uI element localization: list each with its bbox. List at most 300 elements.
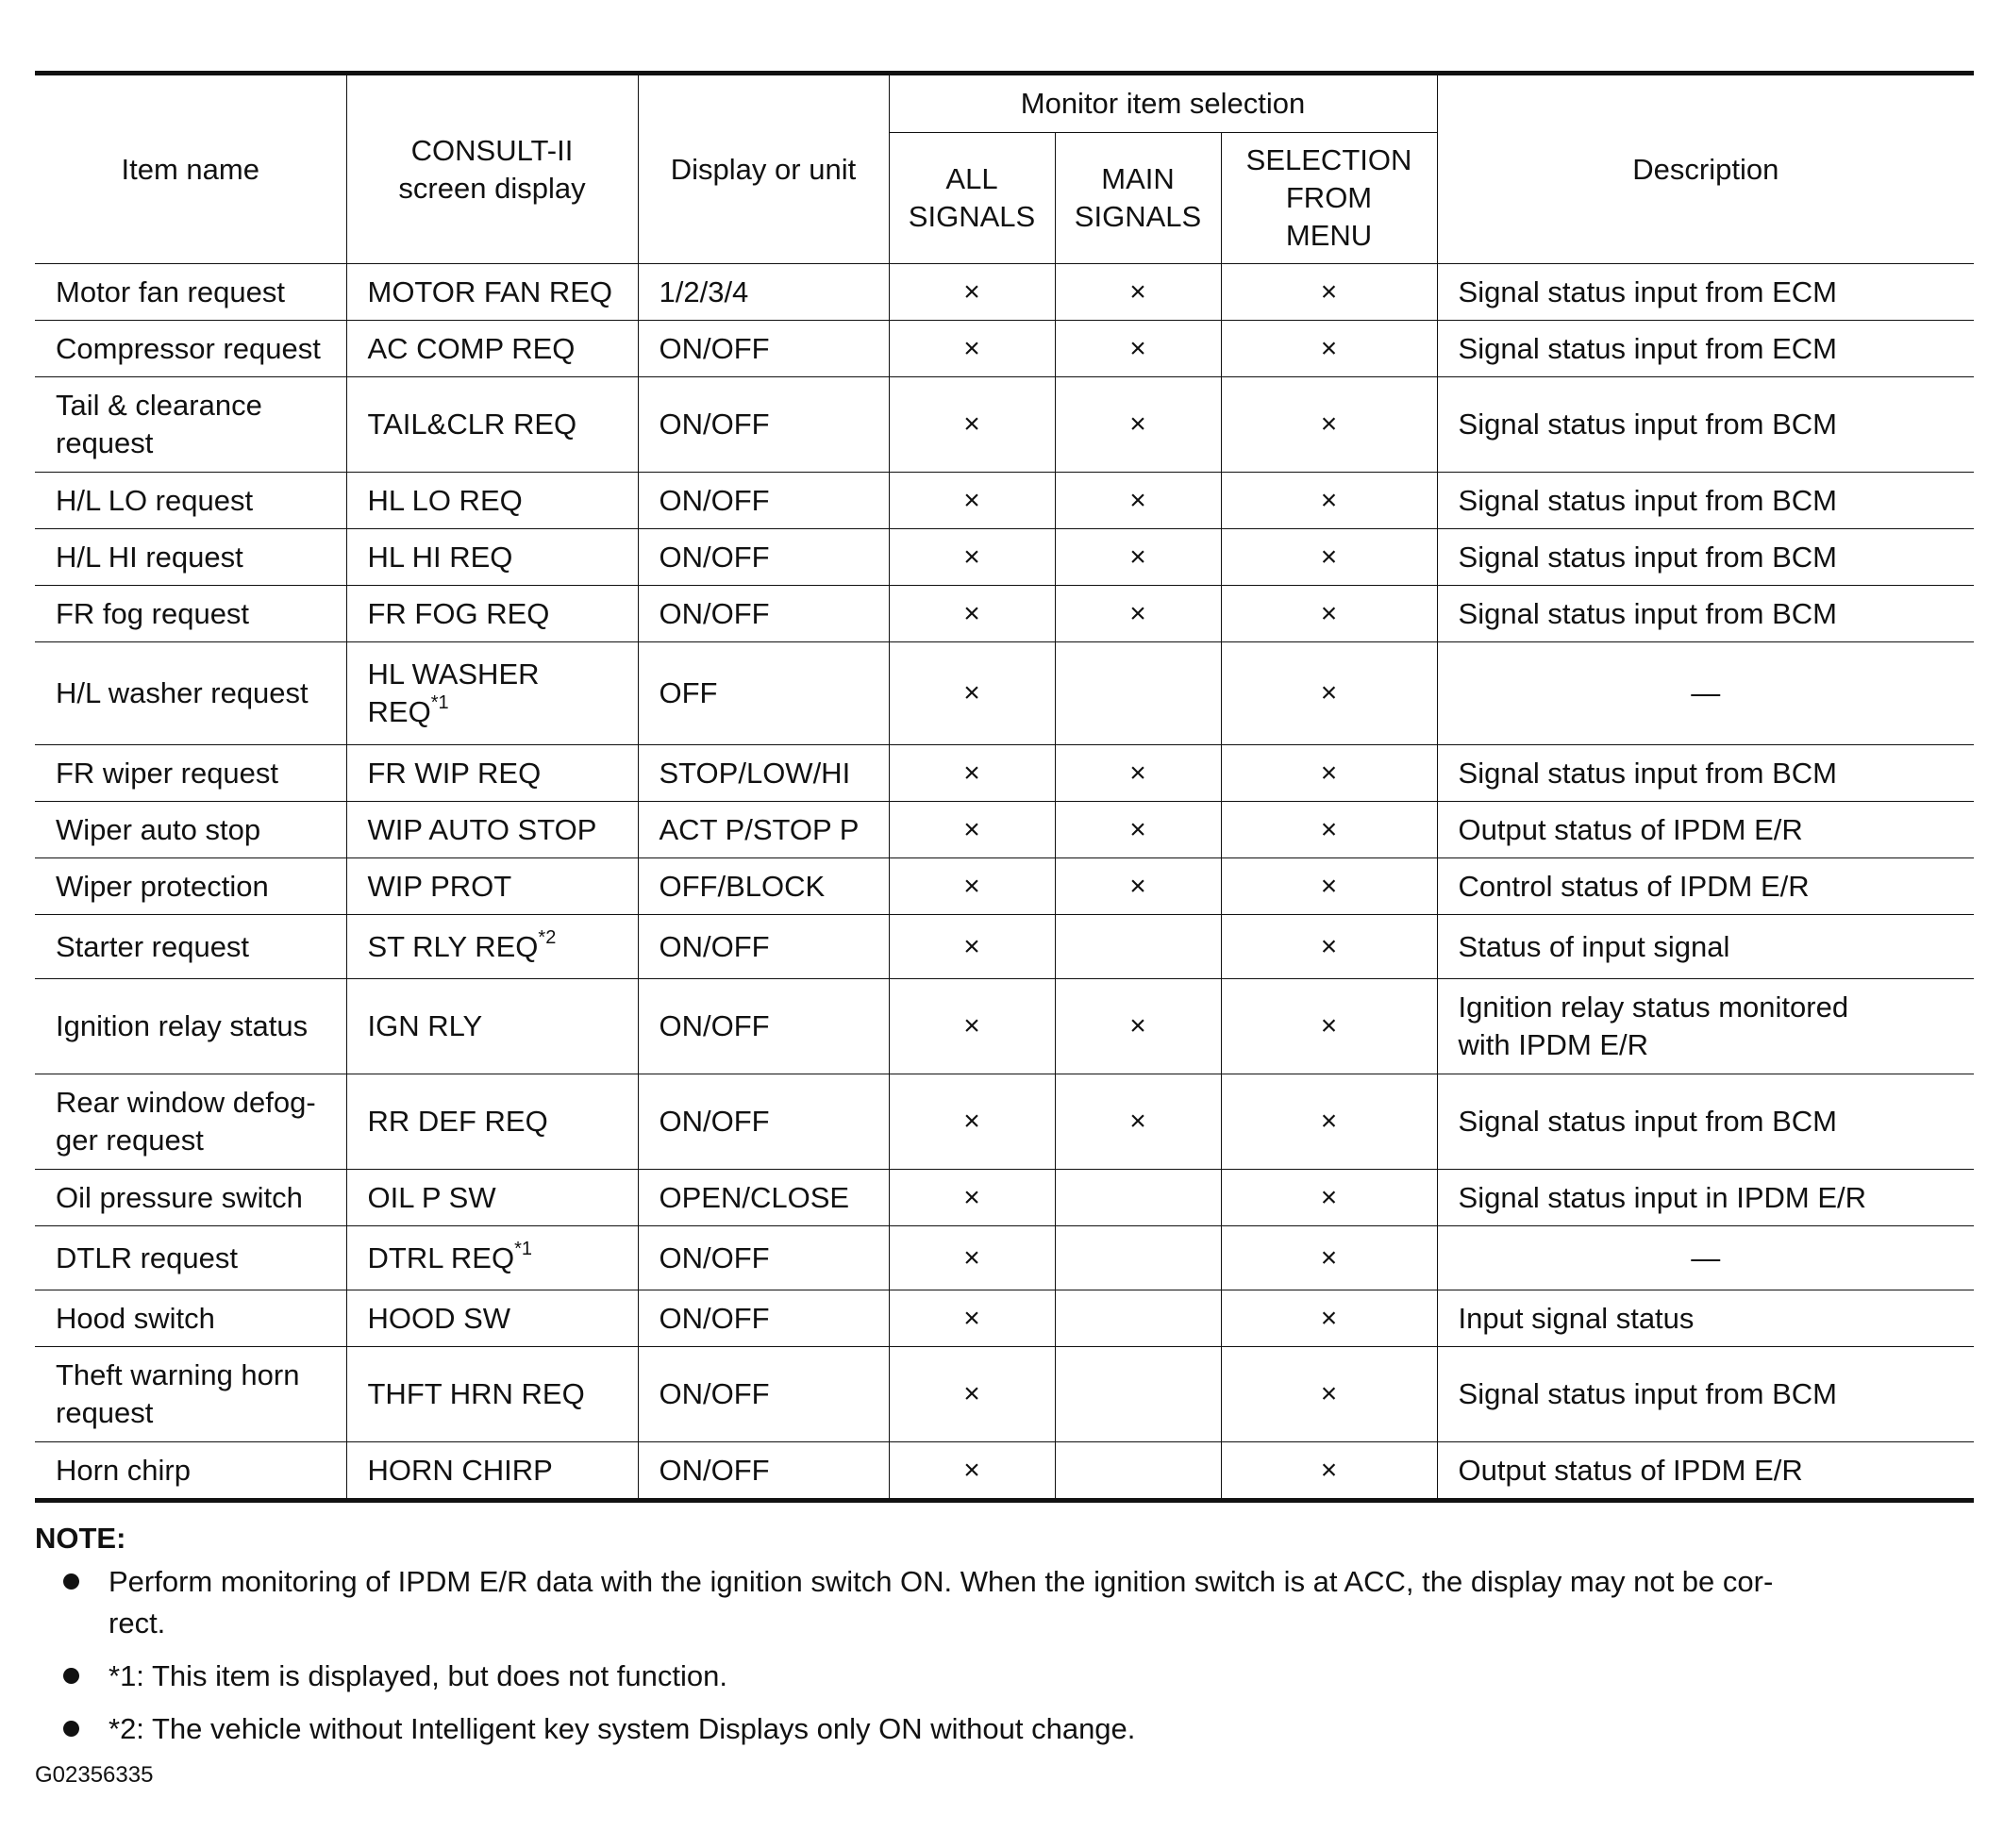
table-row xyxy=(35,745,1974,802)
unit-text: ON/OFF xyxy=(659,331,770,365)
description-cell xyxy=(1437,1442,1974,1501)
selection-mark: × xyxy=(1320,484,1338,516)
main-signals-mark: × xyxy=(1129,332,1146,364)
screen-display-cell xyxy=(346,979,638,1074)
all-signals-cell xyxy=(889,745,1055,802)
description-cell xyxy=(1437,1226,1974,1290)
screen-display-cell xyxy=(346,915,638,979)
table-row xyxy=(35,1170,1974,1226)
table-row xyxy=(35,1226,1974,1290)
header-all-line2: SIGNALS xyxy=(908,200,1036,233)
description-line1: Status of input signal xyxy=(1458,929,1730,963)
description-cell xyxy=(1437,1170,1974,1226)
table-row xyxy=(35,1347,1974,1442)
unit-text: OPEN/CLOSE xyxy=(659,1180,850,1214)
unit-cell xyxy=(638,377,889,473)
selection-cell xyxy=(1221,1170,1437,1226)
all-signals-cell xyxy=(889,915,1055,979)
selection-cell xyxy=(1221,1290,1437,1347)
header-description-text: Description xyxy=(1632,152,1779,186)
description-line1: — xyxy=(1691,1240,1721,1274)
selection-mark: × xyxy=(1320,757,1338,789)
note-text-line1: *1: This item is displayed, but does not function. xyxy=(109,1659,727,1692)
unit-cell xyxy=(638,745,889,802)
screen-display-cell xyxy=(346,858,638,915)
screen-display-cell xyxy=(346,1226,638,1290)
all-signals-mark: × xyxy=(963,275,980,308)
item-name-cell xyxy=(35,979,346,1074)
unit-text: ON/OFF xyxy=(659,1009,770,1042)
description-line2: with IPDM E/R xyxy=(1458,1028,1649,1061)
main-signals-cell xyxy=(1055,1442,1221,1501)
screen-display-cell xyxy=(346,802,638,858)
all-signals-mark: × xyxy=(963,1378,980,1409)
unit-cell xyxy=(638,979,889,1074)
table-row xyxy=(35,529,1974,586)
description-cell xyxy=(1437,642,1974,745)
item-name-line1: Wiper protection xyxy=(56,869,269,903)
all-signals-cell xyxy=(889,802,1055,858)
unit-cell xyxy=(638,1074,889,1170)
screen-display-line1: RR DEF REQ xyxy=(367,1105,548,1138)
description-line1: Signal status input from BCM xyxy=(1458,540,1837,574)
item-name-cell xyxy=(35,802,346,858)
all-signals-mark: × xyxy=(963,1241,980,1274)
header-main-line1: MAIN xyxy=(1101,162,1175,195)
description-line1: Ignition relay status monitored xyxy=(1458,991,1849,1024)
description-cell xyxy=(1437,915,1974,979)
all-signals-cell xyxy=(889,377,1055,473)
unit-text: ON/OFF xyxy=(659,408,770,441)
screen-display-line1: THFT HRN REQ xyxy=(367,1377,585,1410)
screen-display-cell xyxy=(346,586,638,642)
unit-cell xyxy=(638,321,889,377)
description-cell xyxy=(1437,745,1974,802)
item-name-line1: Ignition relay status xyxy=(56,1009,309,1042)
main-signals-mark: × xyxy=(1129,757,1146,789)
main-signals-cell xyxy=(1055,473,1221,529)
main-signals-mark: × xyxy=(1129,870,1146,902)
item-name-line1: Compressor request xyxy=(56,331,321,365)
item-name-line1: FR fog request xyxy=(56,596,250,630)
screen-display-line1: HORN CHIRP xyxy=(367,1453,553,1487)
description-line1: Signal status input in IPDM E/R xyxy=(1458,1180,1867,1214)
main-signals-cell xyxy=(1055,377,1221,473)
header-monitor-selection-text: Monitor item selection xyxy=(1020,87,1306,120)
all-signals-cell xyxy=(889,529,1055,586)
main-signals-cell xyxy=(1055,529,1221,586)
description-line1: Output status of IPDM E/R xyxy=(1458,1453,1803,1487)
all-signals-cell xyxy=(889,979,1055,1074)
main-signals-cell xyxy=(1055,858,1221,915)
header-item-name-text: Item name xyxy=(121,152,259,186)
unit-text: ON/OFF xyxy=(659,929,770,963)
description-cell xyxy=(1437,802,1974,858)
unit-text: ON/OFF xyxy=(659,596,770,630)
selection-cell xyxy=(1221,642,1437,745)
item-name-cell xyxy=(35,1226,346,1290)
footnote-ref: *1 xyxy=(430,692,449,713)
table-row xyxy=(35,642,1974,745)
screen-display-line1: HL WASHER xyxy=(367,658,540,691)
description-cell xyxy=(1437,979,1974,1074)
header-display-unit-text: Display or unit xyxy=(670,152,857,186)
screen-display-line1: HL LO REQ xyxy=(367,483,523,517)
main-signals-cell xyxy=(1055,802,1221,858)
item-name-cell xyxy=(35,377,346,473)
item-name-cell xyxy=(35,915,346,979)
all-signals-mark: × xyxy=(963,757,980,789)
selection-mark: × xyxy=(1320,1454,1338,1486)
screen-display-line1: OIL P SW xyxy=(367,1180,496,1214)
note-text-line2: rect. xyxy=(109,1607,166,1640)
table-row xyxy=(35,321,1974,377)
description-cell xyxy=(1437,1074,1974,1170)
monitor-items-table xyxy=(35,71,1974,1503)
item-name-cell xyxy=(35,642,346,745)
unit-cell xyxy=(638,1347,889,1442)
footnote-ref: *2 xyxy=(538,926,557,948)
selection-mark: × xyxy=(1320,1106,1338,1137)
selection-mark: × xyxy=(1320,1378,1338,1409)
table-row xyxy=(35,1442,1974,1501)
item-name-cell xyxy=(35,264,346,321)
item-name-cell xyxy=(35,1290,346,1347)
all-signals-mark: × xyxy=(963,1010,980,1041)
unit-cell xyxy=(638,1442,889,1501)
all-signals-cell xyxy=(889,473,1055,529)
main-signals-cell xyxy=(1055,642,1221,745)
item-name-line2: request xyxy=(56,1396,154,1429)
description-line1: Output status of IPDM E/R xyxy=(1458,812,1803,846)
note-item xyxy=(35,1656,1974,1697)
screen-display-cell xyxy=(346,473,638,529)
screen-display-line1: TAIL&CLR REQ xyxy=(367,408,577,441)
main-signals-cell xyxy=(1055,915,1221,979)
item-name-line1: H/L HI request xyxy=(56,540,243,574)
main-signals-cell xyxy=(1055,1347,1221,1442)
screen-display-line1: WIP PROT xyxy=(367,869,512,903)
unit-text: 1/2/3/4 xyxy=(659,275,749,308)
item-name-cell xyxy=(35,1074,346,1170)
selection-cell xyxy=(1221,979,1437,1074)
all-signals-cell xyxy=(889,264,1055,321)
description-cell xyxy=(1437,473,1974,529)
all-signals-mark: × xyxy=(963,813,980,845)
item-name-line2: ger request xyxy=(56,1124,204,1157)
figure-id: G02356335 xyxy=(35,1762,154,1788)
screen-display-cell xyxy=(346,1347,638,1442)
item-name-line2: request xyxy=(56,426,154,459)
all-signals-mark: × xyxy=(963,1181,980,1213)
item-name-line1: Theft warning horn xyxy=(56,1358,300,1391)
description-cell xyxy=(1437,1290,1974,1347)
header-sel-line3: MENU xyxy=(1285,219,1373,252)
selection-cell xyxy=(1221,264,1437,321)
unit-text: ACT P/STOP P xyxy=(659,812,860,846)
note-text-line1: Perform monitoring of IPDM E/R data with the ignition switch ON. When the ignition switch is at ACC, the display may not be cor- xyxy=(109,1565,1774,1598)
screen-display-line1: IGN RLY xyxy=(367,1009,483,1042)
header-main-line2: SIGNALS xyxy=(1074,200,1202,233)
screen-display-line2: REQ xyxy=(367,695,431,728)
item-name-line1: Oil pressure switch xyxy=(56,1180,303,1214)
unit-cell xyxy=(638,1226,889,1290)
all-signals-mark: × xyxy=(963,541,980,573)
screen-display-line1: ST RLY REQ xyxy=(367,929,539,963)
main-signals-cell xyxy=(1055,1226,1221,1290)
all-signals-mark: × xyxy=(963,1302,980,1334)
selection-cell xyxy=(1221,858,1437,915)
all-signals-cell xyxy=(889,858,1055,915)
item-name-line1: H/L LO request xyxy=(56,483,254,517)
note-item xyxy=(35,1708,1974,1750)
screen-display-line1: MOTOR FAN REQ xyxy=(367,275,613,308)
screen-display-cell xyxy=(346,264,638,321)
all-signals-mark: × xyxy=(963,484,980,516)
header-sel-line2: FROM xyxy=(1285,181,1373,214)
description-cell xyxy=(1437,264,1974,321)
all-signals-cell xyxy=(889,1170,1055,1226)
table-row xyxy=(35,915,1974,979)
selection-mark: × xyxy=(1320,275,1338,308)
screen-display-cell xyxy=(346,1290,638,1347)
all-signals-cell xyxy=(889,1347,1055,1442)
main-signals-cell xyxy=(1055,1170,1221,1226)
main-signals-mark: × xyxy=(1129,813,1146,845)
item-name-line1: DTLR request xyxy=(56,1240,238,1274)
main-signals-cell xyxy=(1055,586,1221,642)
main-signals-mark: × xyxy=(1129,484,1146,516)
header-description xyxy=(1437,74,1974,264)
screen-display-cell xyxy=(346,529,638,586)
header-monitor-selection xyxy=(889,74,1437,133)
all-signals-cell xyxy=(889,1074,1055,1170)
item-name-line1: Starter request xyxy=(56,929,250,963)
header-all-line1: ALL xyxy=(945,162,998,195)
selection-mark: × xyxy=(1320,1181,1338,1213)
all-signals-mark: × xyxy=(963,1454,980,1486)
selection-mark: × xyxy=(1320,677,1338,708)
selection-mark: × xyxy=(1320,332,1338,364)
screen-display-line1: AC COMP REQ xyxy=(367,331,576,365)
footnote-ref: *1 xyxy=(514,1238,532,1259)
unit-text: ON/OFF xyxy=(659,1377,770,1410)
selection-cell xyxy=(1221,915,1437,979)
selection-mark: × xyxy=(1320,1241,1338,1274)
item-name-line1: Wiper auto stop xyxy=(56,812,261,846)
item-name-cell xyxy=(35,858,346,915)
item-name-cell xyxy=(35,321,346,377)
description-line1: Signal status input from ECM xyxy=(1458,331,1837,365)
unit-cell xyxy=(638,473,889,529)
screen-display-line1: FR FOG REQ xyxy=(367,596,550,630)
all-signals-mark: × xyxy=(963,930,980,962)
selection-cell xyxy=(1221,377,1437,473)
unit-text: OFF xyxy=(659,676,718,709)
main-signals-mark: × xyxy=(1129,597,1146,629)
description-line1: Signal status input from ECM xyxy=(1458,275,1837,308)
item-name-cell xyxy=(35,1442,346,1501)
item-name-cell xyxy=(35,1170,346,1226)
item-name-line1: H/L washer request xyxy=(56,676,309,709)
selection-mark: × xyxy=(1320,541,1338,573)
table-row xyxy=(35,377,1974,473)
table-row xyxy=(35,979,1974,1074)
all-signals-cell xyxy=(889,586,1055,642)
bullet-icon xyxy=(63,1721,79,1737)
description-cell xyxy=(1437,1347,1974,1442)
main-signals-cell xyxy=(1055,745,1221,802)
item-name-line1: Motor fan request xyxy=(56,275,285,308)
table-row xyxy=(35,858,1974,915)
selection-cell xyxy=(1221,321,1437,377)
item-name-line1: FR wiper request xyxy=(56,756,279,790)
unit-text: ON/OFF xyxy=(659,1240,770,1274)
item-name-cell xyxy=(35,1347,346,1442)
screen-display-cell xyxy=(346,642,638,745)
screen-display-line1: DTRL REQ xyxy=(367,1240,515,1274)
header-row xyxy=(35,74,1974,133)
unit-cell xyxy=(638,858,889,915)
selection-cell xyxy=(1221,1347,1437,1442)
screen-display-cell xyxy=(346,321,638,377)
item-name-cell xyxy=(35,529,346,586)
item-name-line1: Rear window defog- xyxy=(56,1086,316,1119)
main-signals-cell xyxy=(1055,321,1221,377)
main-signals-cell xyxy=(1055,979,1221,1074)
screen-display-line1: HOOD SW xyxy=(367,1301,511,1335)
description-line1: Signal status input from BCM xyxy=(1458,483,1837,517)
header-consult-display xyxy=(346,74,638,264)
main-signals-mark: × xyxy=(1129,1106,1146,1137)
header-consult-line2: screen display xyxy=(398,171,586,205)
item-name-line1: Tail & clearance xyxy=(56,389,262,422)
main-signals-mark: × xyxy=(1129,408,1146,440)
main-signals-cell xyxy=(1055,1074,1221,1170)
unit-text: OFF/BLOCK xyxy=(659,869,826,903)
description-line1: Signal status input from BCM xyxy=(1458,1377,1837,1410)
all-signals-mark: × xyxy=(963,408,980,440)
selection-cell xyxy=(1221,745,1437,802)
screen-display-line1: WIP AUTO STOP xyxy=(367,812,597,846)
screen-display-line1: FR WIP REQ xyxy=(367,756,542,790)
item-name-line1: Horn chirp xyxy=(56,1453,191,1487)
selection-mark: × xyxy=(1320,408,1338,440)
unit-cell xyxy=(638,915,889,979)
selection-cell xyxy=(1221,1226,1437,1290)
description-cell xyxy=(1437,858,1974,915)
unit-text: ON/OFF xyxy=(659,1453,770,1487)
description-cell xyxy=(1437,529,1974,586)
selection-cell xyxy=(1221,1442,1437,1501)
item-name-line1: Hood switch xyxy=(56,1301,215,1335)
selection-cell xyxy=(1221,1074,1437,1170)
description-line1: Signal status input from BCM xyxy=(1458,596,1837,630)
unit-text: ON/OFF xyxy=(659,483,770,517)
main-signals-cell xyxy=(1055,1290,1221,1347)
unit-cell xyxy=(638,529,889,586)
description-line1: Signal status input from BCM xyxy=(1458,1105,1837,1138)
all-signals-mark: × xyxy=(963,1106,980,1137)
selection-cell xyxy=(1221,529,1437,586)
header-sel-line1: SELECTION xyxy=(1245,143,1412,176)
all-signals-mark: × xyxy=(963,597,980,629)
table-row xyxy=(35,1074,1974,1170)
screen-display-cell xyxy=(346,1442,638,1501)
all-signals-cell xyxy=(889,642,1055,745)
selection-mark: × xyxy=(1320,930,1338,962)
all-signals-mark: × xyxy=(963,677,980,708)
description-line1: Input signal status xyxy=(1458,1301,1695,1335)
unit-cell xyxy=(638,1290,889,1347)
header-consult-line1: CONSULT-II xyxy=(410,133,574,167)
main-signals-mark: × xyxy=(1129,1010,1146,1041)
unit-cell xyxy=(638,1170,889,1226)
note-list xyxy=(35,1561,1974,1750)
all-signals-cell xyxy=(889,1290,1055,1347)
selection-cell xyxy=(1221,586,1437,642)
table-row xyxy=(35,1290,1974,1347)
unit-text: ON/OFF xyxy=(659,1105,770,1138)
selection-cell xyxy=(1221,473,1437,529)
selection-mark: × xyxy=(1320,813,1338,845)
description-line1: Signal status input from BCM xyxy=(1458,756,1837,790)
document-page xyxy=(35,71,1974,1790)
table-row xyxy=(35,802,1974,858)
note-text-line1: *2: The vehicle without Intelligent key system Displays only ON without change. xyxy=(109,1712,1136,1745)
screen-display-line1: HL HI REQ xyxy=(367,540,513,574)
header-main-signals xyxy=(1055,133,1221,264)
unit-cell xyxy=(638,802,889,858)
item-name-cell xyxy=(35,586,346,642)
all-signals-cell xyxy=(889,321,1055,377)
unit-text: ON/OFF xyxy=(659,1301,770,1335)
header-display-unit xyxy=(638,74,889,264)
unit-cell xyxy=(638,586,889,642)
header-selection-from-menu xyxy=(1221,133,1437,264)
selection-mark: × xyxy=(1320,597,1338,629)
header-all-signals xyxy=(889,133,1055,264)
description-cell xyxy=(1437,321,1974,377)
all-signals-cell xyxy=(889,1226,1055,1290)
unit-text: ON/OFF xyxy=(659,540,770,574)
description-line1: Control status of IPDM E/R xyxy=(1458,869,1810,903)
selection-mark: × xyxy=(1320,870,1338,902)
description-line1: — xyxy=(1691,676,1721,709)
bullet-icon xyxy=(63,1668,79,1684)
unit-text: STOP/LOW/HI xyxy=(659,756,851,790)
description-cell xyxy=(1437,586,1974,642)
item-name-cell xyxy=(35,745,346,802)
unit-cell xyxy=(638,264,889,321)
screen-display-cell xyxy=(346,1074,638,1170)
screen-display-cell xyxy=(346,377,638,473)
item-name-cell xyxy=(35,473,346,529)
all-signals-mark: × xyxy=(963,870,980,902)
main-signals-cell xyxy=(1055,264,1221,321)
screen-display-cell xyxy=(346,745,638,802)
table-row xyxy=(35,473,1974,529)
description-cell xyxy=(1437,377,1974,473)
description-line1: Signal status input from BCM xyxy=(1458,408,1837,441)
selection-cell xyxy=(1221,802,1437,858)
note-title: NOTE: xyxy=(35,1522,126,1555)
main-signals-mark: × xyxy=(1129,541,1146,573)
selection-mark: × xyxy=(1320,1302,1338,1334)
table-row xyxy=(35,586,1974,642)
all-signals-mark: × xyxy=(963,332,980,364)
all-signals-cell xyxy=(889,1442,1055,1501)
